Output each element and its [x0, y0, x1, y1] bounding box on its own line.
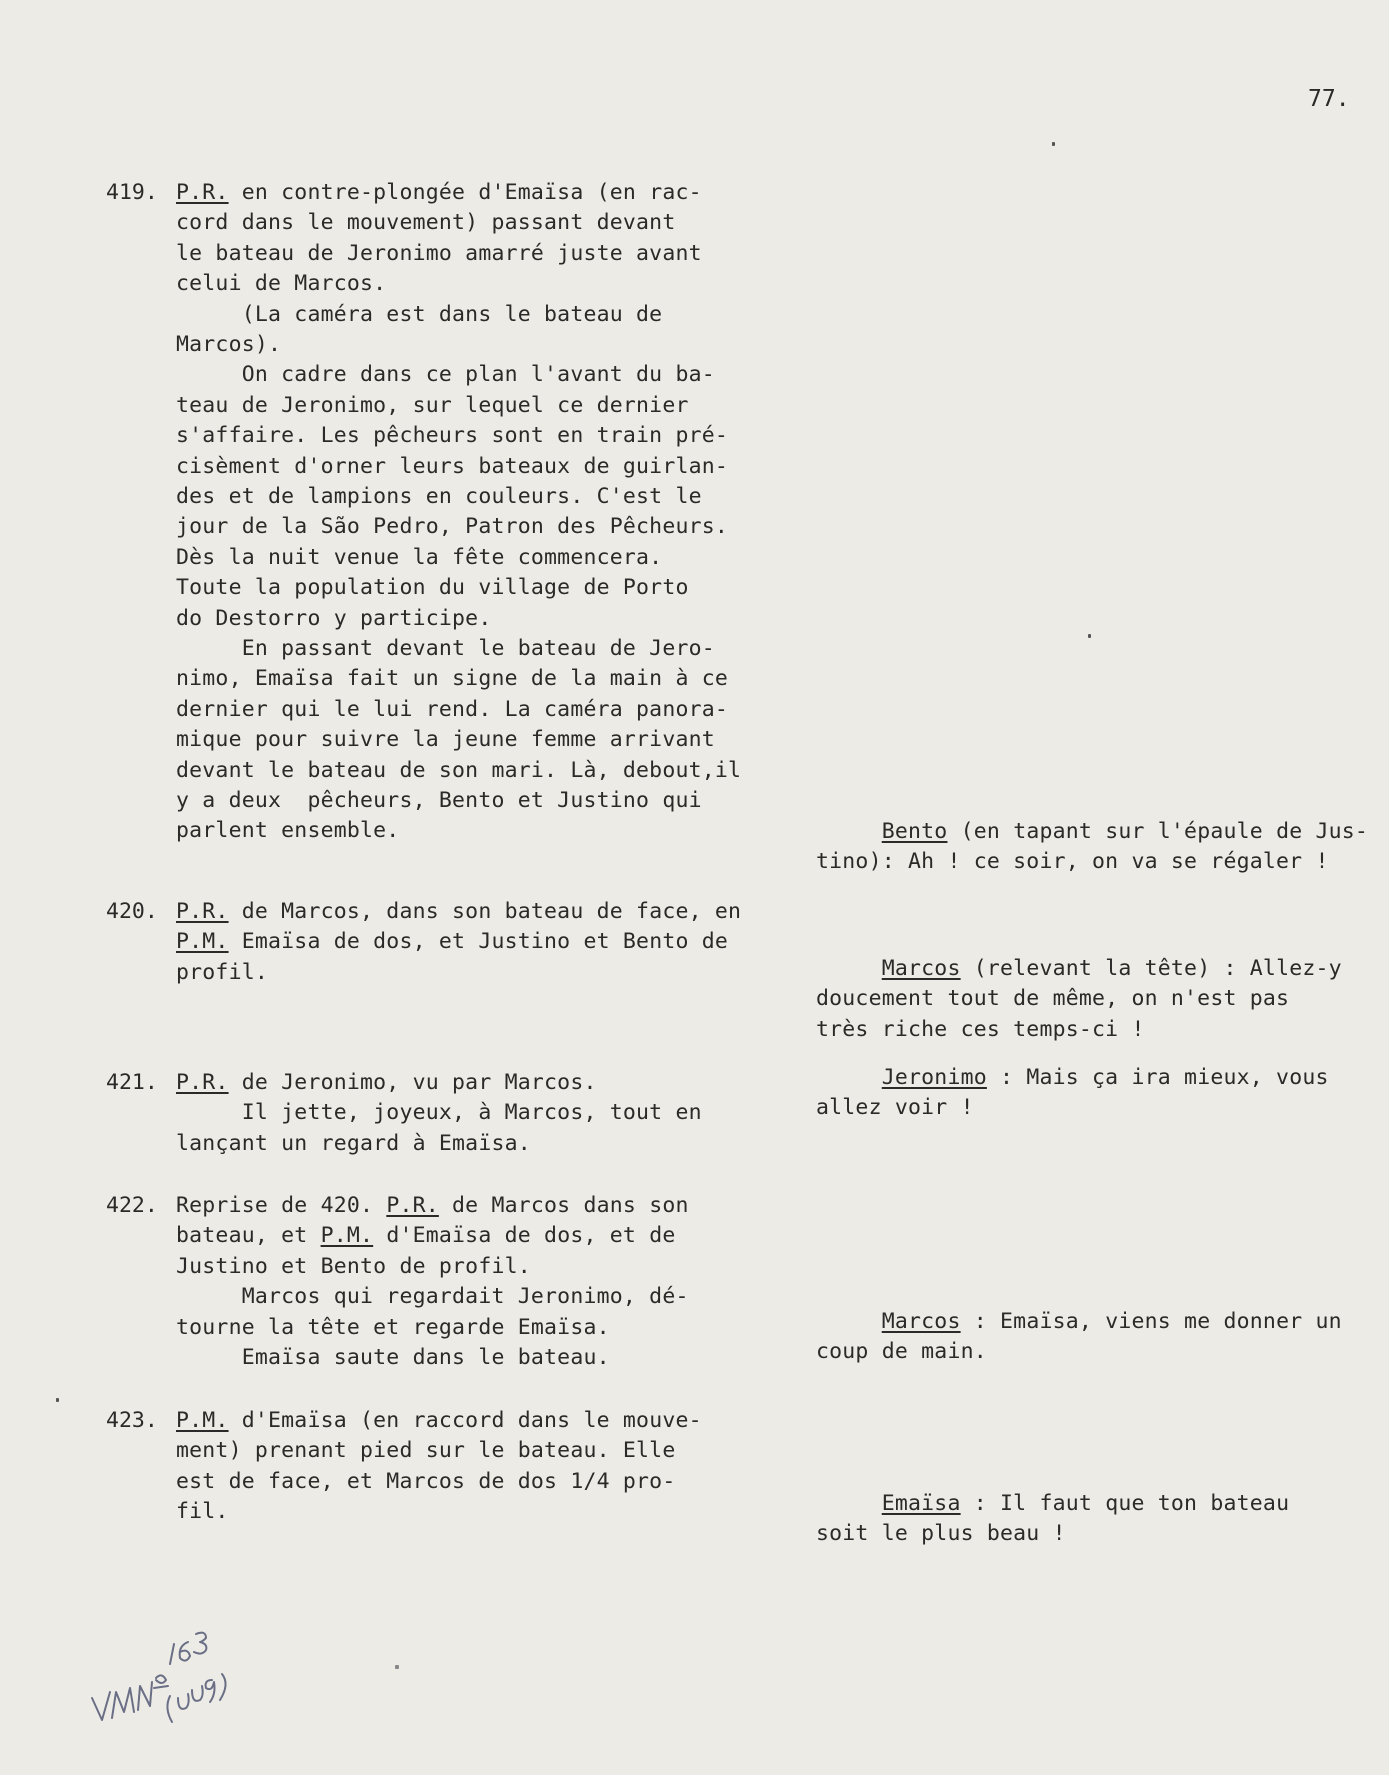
- shot-description-line: [176, 1252, 531, 1282]
- underlined-term: P.M.: [320, 1223, 374, 1249]
- dialogue-line: [816, 1063, 1329, 1093]
- text-run: tino): Ah ! ce soir, on va se régaler !: [816, 849, 1329, 875]
- underlined-term: P.M.: [176, 929, 229, 955]
- text-run: : Emaïsa, viens me donner un: [960, 1309, 1342, 1334]
- text-run: Toute la population du village de Porto: [176, 575, 689, 601]
- shot-description-line: [176, 239, 702, 269]
- text-run: : Il faut que ton bateau: [960, 1491, 1290, 1516]
- shot-description-line: [176, 1343, 610, 1373]
- page-number: 77.: [1308, 86, 1350, 112]
- text-run: [816, 1309, 882, 1334]
- shot-description-line: [176, 897, 741, 927]
- shot-number: 421.: [106, 1070, 158, 1095]
- shot-description-line: [176, 543, 662, 573]
- shot-description-line: [176, 1436, 675, 1466]
- shot-description-line: [176, 1191, 689, 1221]
- underlined-term: Bento: [881, 819, 948, 844]
- shot-description-line: [176, 300, 662, 330]
- shot-description-line: [176, 604, 491, 634]
- text-run: d'Emaïsa (en raccord dans le mouve-: [228, 1408, 702, 1433]
- text-run: Emaïsa de dos, et Justino et Bento de: [228, 929, 729, 955]
- text-run: (relevant la tête) : Allez-y: [960, 956, 1342, 981]
- text-run: [816, 819, 882, 844]
- text-run: Dès la nuit venue la fête commencera.: [176, 544, 663, 570]
- paper-speck: [1088, 634, 1091, 638]
- dialogue-line: [816, 984, 1289, 1014]
- shot-number: 419.: [106, 180, 158, 205]
- shot-number: 423.: [106, 1408, 158, 1433]
- text-run: dernier qui le lui rend. La caméra panora-: [176, 696, 729, 722]
- shot-description-line: [176, 208, 675, 238]
- text-run: le bateau de Jeronimo amarré juste avant: [176, 240, 702, 266]
- underlined-term: Jeronimo: [881, 1065, 987, 1090]
- paper-speck: [1052, 142, 1055, 146]
- shot-description-line: [176, 1068, 597, 1098]
- dialogue-line: [816, 954, 1342, 984]
- paper-speck: [56, 1398, 59, 1402]
- text-run: y a deux pêcheurs, Bento et Justino qui: [176, 788, 702, 813]
- text-run: s'affaire. Les pêcheurs sont en train pré-: [176, 423, 729, 449]
- text-run: ment) prenant pied sur le bateau. Elle: [176, 1438, 676, 1464]
- text-run: de Jeronimo, vu par Marcos.: [228, 1070, 597, 1095]
- text-run: Marcos).: [176, 332, 282, 357]
- underlined-term: P.R.: [386, 1193, 439, 1218]
- underlined-term: P.M.: [176, 1408, 229, 1433]
- text-run: jour de la São Pedro, Patron des Pêcheurs.: [176, 514, 729, 540]
- text-run: mique pour suivre la jeune femme arrivant: [176, 727, 715, 753]
- text-run: (en tapant sur l'épaule de Jus-: [947, 819, 1369, 844]
- shot-description-line: [176, 725, 715, 755]
- shot-description-line: [176, 1497, 229, 1527]
- text-run: (La caméra est dans le bateau de: [176, 301, 663, 327]
- text-run: soit le plus beau !: [816, 1521, 1066, 1547]
- text-run: Marcos qui regardait Jeronimo, dé-: [176, 1284, 689, 1310]
- shot-description-line: [176, 958, 268, 988]
- dialogue-line: [816, 1519, 1066, 1549]
- underlined-term: P.R.: [176, 180, 229, 205]
- text-run: tourne la tête et regarde Emaïsa.: [176, 1314, 610, 1340]
- underlined-term: Emaïsa: [881, 1491, 961, 1516]
- text-run: lançant un regard à Emaïsa.: [176, 1130, 531, 1156]
- text-run: En passant devant le bateau de Jero-: [176, 636, 715, 661]
- shot-description-line: [176, 756, 741, 786]
- shot-number: 422.: [106, 1193, 158, 1218]
- shot-description-line: [176, 391, 689, 421]
- text-run: celui de Marcos.: [176, 271, 387, 297]
- text-run: do Destorro y participe.: [176, 605, 492, 631]
- dialogue-line: [816, 1307, 1342, 1337]
- shot-description-line: [176, 512, 728, 542]
- underlined-term: P.R.: [176, 899, 229, 924]
- text-run: parlent ensemble.: [176, 818, 400, 844]
- shot-number: 420.: [106, 899, 158, 924]
- shot-description-line: [176, 178, 702, 208]
- text-run: [816, 1491, 882, 1516]
- underlined-term: Marcos: [881, 956, 961, 981]
- dialogue-line: [816, 847, 1329, 877]
- text-run: [816, 1065, 882, 1090]
- shot-description-line: [176, 1098, 702, 1128]
- text-run: devant le bateau de son mari. Là, debout,il: [176, 757, 742, 783]
- text-run: Reprise de 420.: [176, 1193, 387, 1218]
- text-run: bateau, et: [176, 1223, 321, 1249]
- text-run: coup de main.: [816, 1339, 987, 1365]
- shot-description-line: [176, 1129, 531, 1159]
- text-run: fil.: [176, 1499, 229, 1525]
- shot-description-line: [176, 330, 281, 360]
- underlined-term: P.R.: [176, 1070, 229, 1095]
- dialogue-line: [816, 1337, 987, 1367]
- text-run: doucement tout de même, on n'est pas: [816, 986, 1290, 1012]
- shot-description-line: [176, 421, 728, 451]
- shot-description-line: [176, 452, 728, 482]
- handwritten-archive-mark: [88, 1620, 288, 1740]
- shot-description-line: [176, 634, 715, 664]
- text-run: très riche ces temps-ci !: [816, 1016, 1145, 1042]
- text-run: cisèment d'orner leurs bateaux de guirlan-: [176, 453, 729, 479]
- dialogue-line: [816, 1489, 1289, 1519]
- text-run: Justino et Bento de profil.: [176, 1253, 531, 1279]
- shot-description-line: [176, 786, 702, 816]
- text-run: est de face, et Marcos de dos 1/4 pro-: [176, 1468, 676, 1494]
- text-run: de Marcos, dans son bateau de face, en: [228, 899, 742, 924]
- shot-description-line: [176, 1221, 676, 1251]
- shot-description-line: [176, 360, 715, 390]
- text-run: en contre-plongée d'Emaïsa (en rac-: [228, 180, 702, 205]
- text-run: On cadre dans ce plan l'avant du ba-: [176, 362, 715, 388]
- text-run: : Mais ça ira mieux, vous: [986, 1065, 1329, 1090]
- shot-description-line: [176, 269, 386, 299]
- text-run: allez voir !: [816, 1095, 974, 1121]
- shot-description-line: [176, 816, 399, 846]
- shot-description-line: [176, 1282, 689, 1312]
- text-run: de Marcos dans son: [438, 1193, 689, 1218]
- underlined-term: Marcos: [881, 1309, 961, 1334]
- dialogue-line: [816, 1093, 974, 1123]
- text-run: profil.: [176, 959, 269, 985]
- shot-description-line: [176, 664, 728, 694]
- shot-description-line: [176, 1313, 610, 1343]
- shot-description-line: [176, 1467, 675, 1497]
- dialogue-line: [816, 1015, 1145, 1045]
- text-run: [816, 956, 882, 981]
- shot-description-line: [176, 927, 728, 957]
- paper-speck: [395, 1665, 399, 1669]
- text-run: Emaïsa saute dans le bateau.: [176, 1345, 610, 1370]
- shot-description-line: [176, 573, 689, 603]
- dialogue-line: [816, 817, 1368, 847]
- shot-description-line: [176, 482, 702, 512]
- text-run: des et de lampions en couleurs. C'est le: [176, 484, 702, 509]
- text-run: d'Emaïsa de dos, et de: [373, 1223, 676, 1249]
- text-run: teau de Jeronimo, sur lequel ce dernier: [176, 392, 689, 418]
- shot-description-line: [176, 695, 728, 725]
- text-run: nimo, Emaïsa fait un signe de la main à ce: [176, 666, 729, 692]
- text-run: cord dans le mouvement) passant devant: [176, 210, 676, 236]
- shot-description-line: [176, 1406, 702, 1436]
- text-run: Il jette, joyeux, à Marcos, tout en: [176, 1100, 702, 1126]
